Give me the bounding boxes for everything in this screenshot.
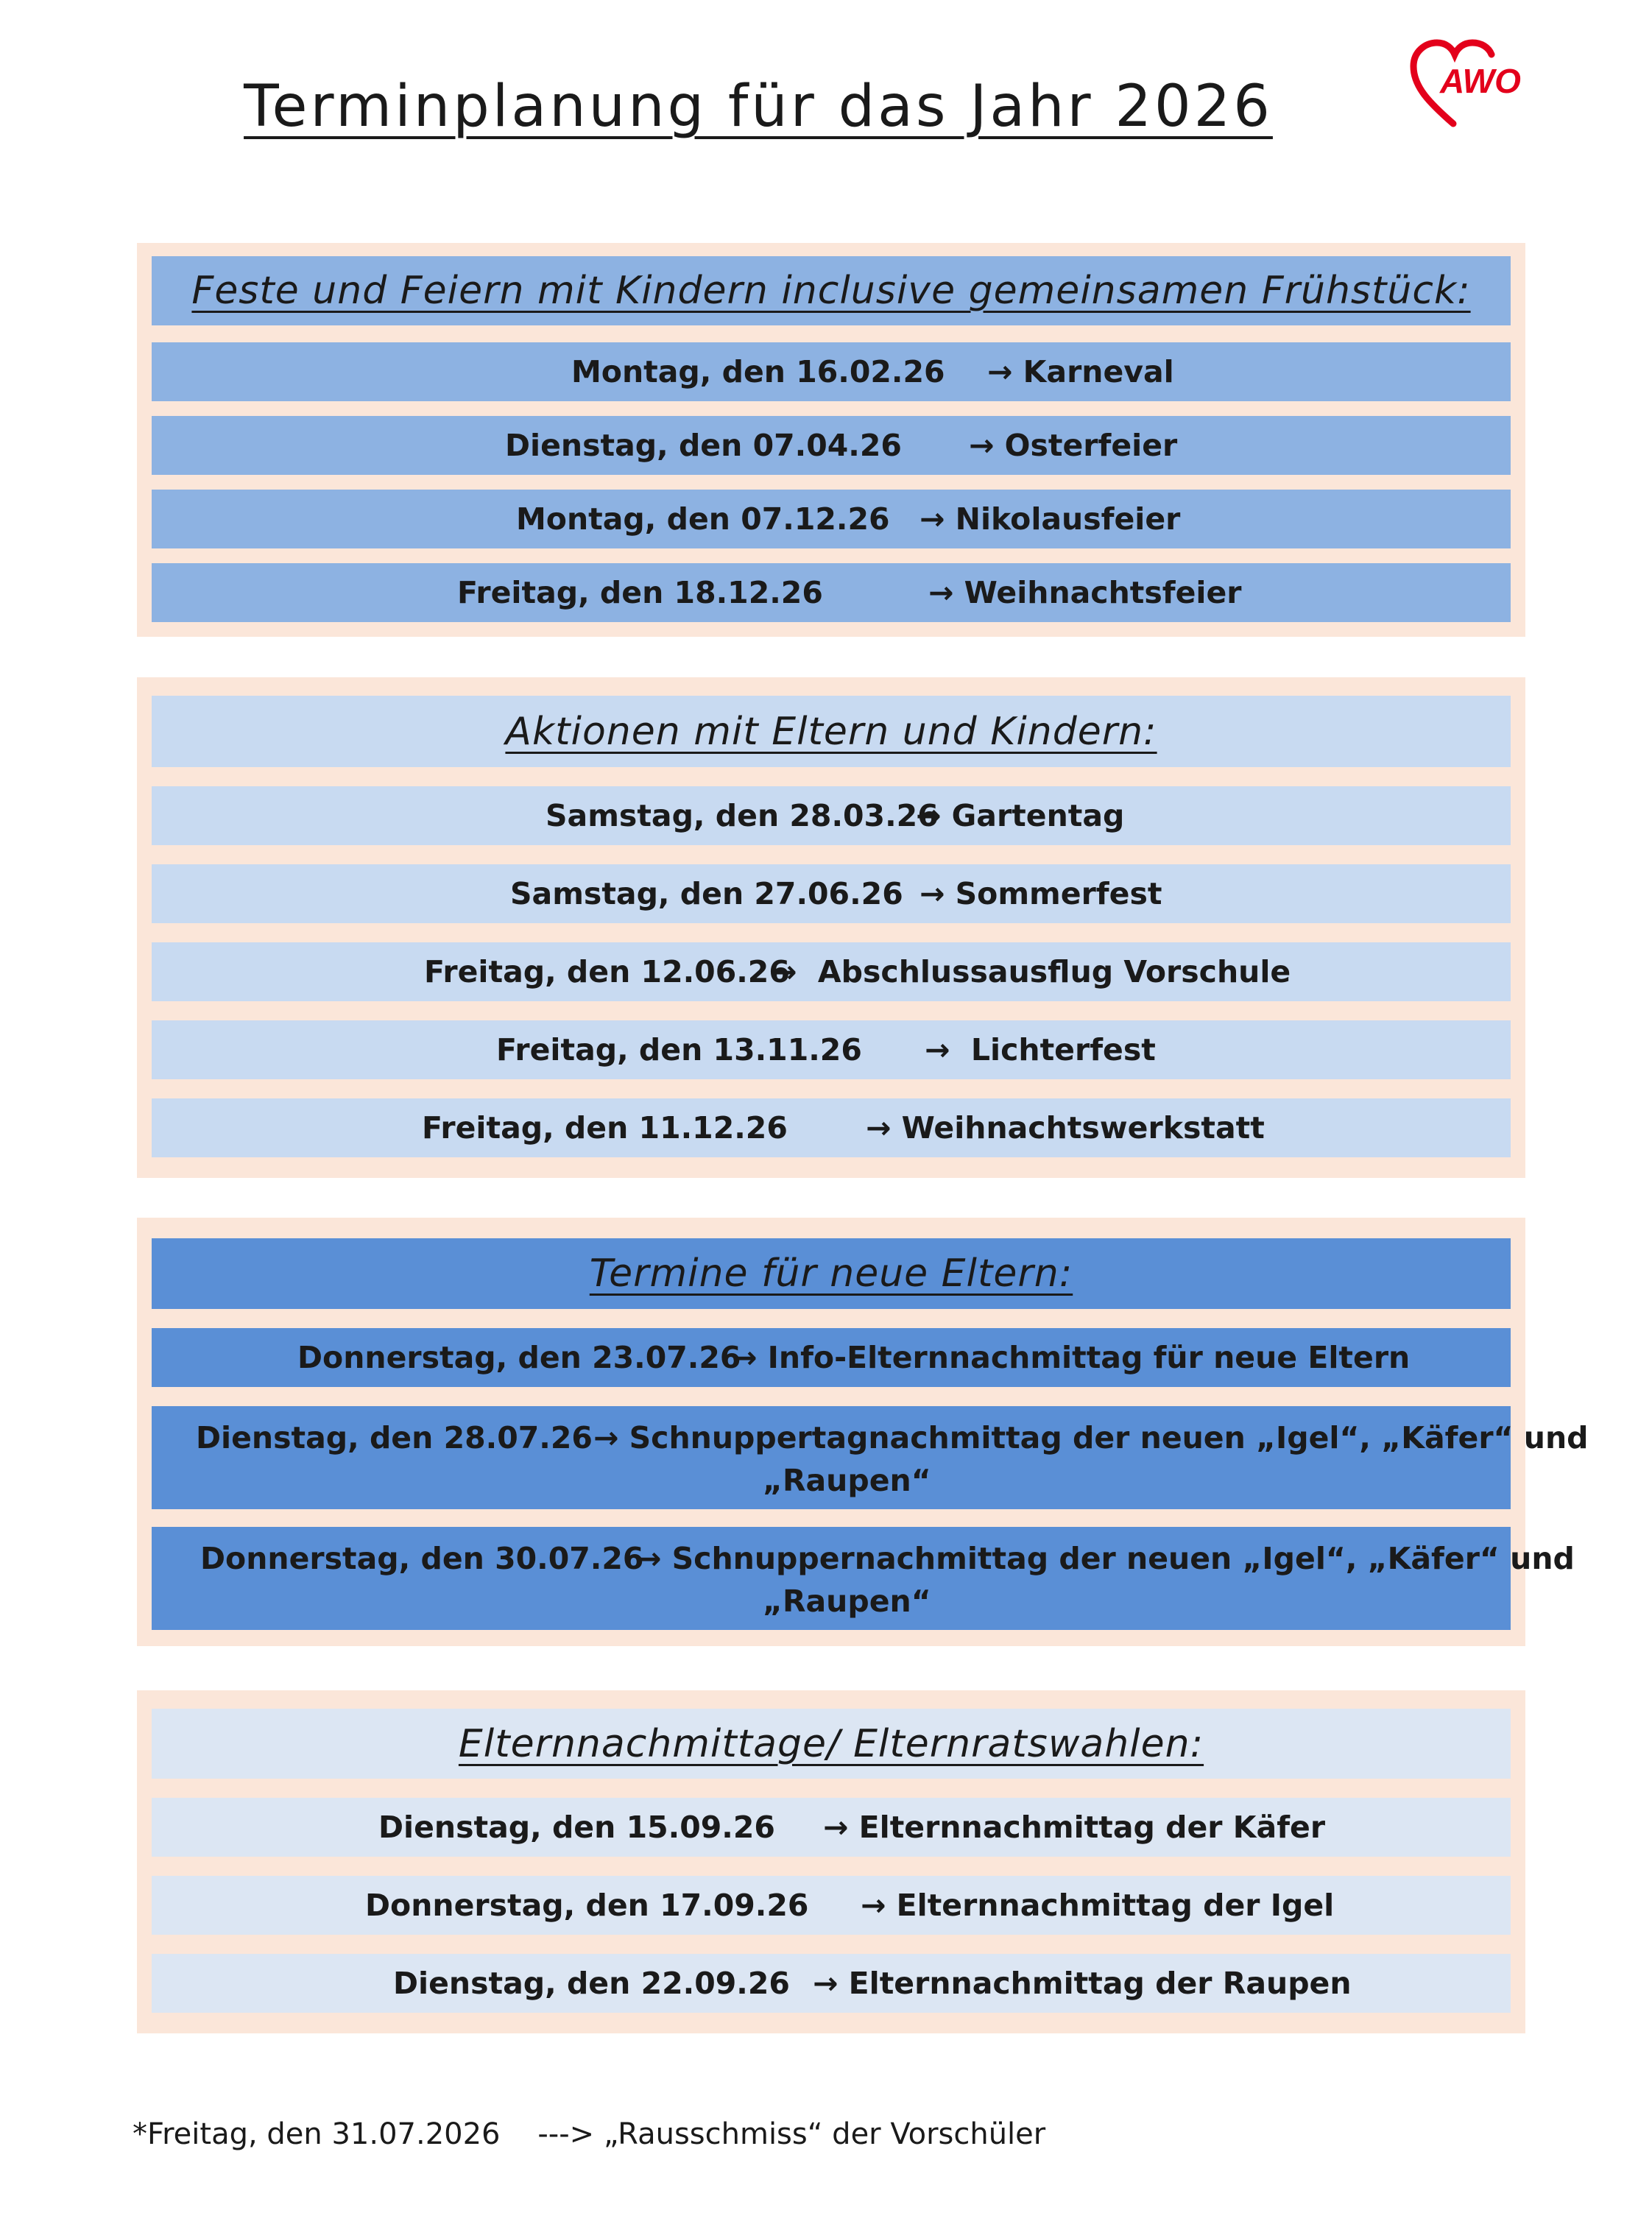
section-heading: Termine für neue Eltern: bbox=[152, 1238, 1511, 1309]
awo-heart-logo-icon bbox=[1408, 37, 1525, 133]
section-heading: Aktionen mit Eltern und Kindern: bbox=[152, 696, 1511, 767]
page-title: Terminplanung für das Jahr 2026 bbox=[244, 74, 1273, 140]
list-item: Dienstag, den 07.04.26 → Osterfeier bbox=[152, 416, 1511, 475]
footnote: *Freitag, den 31.07.2026 ---> „Rausschmiss“ der Vorschüler bbox=[133, 2117, 1046, 2151]
list-item: Donnerstag, den 17.09.26 → Elternnachmittag der Igel bbox=[152, 1876, 1511, 1935]
list-item: Freitag, den 18.12.26 → Weihnachtsfeier bbox=[152, 563, 1511, 622]
section-neue-eltern bbox=[137, 1218, 1589, 1646]
section-feste-feiern bbox=[137, 243, 1525, 637]
list-item: Freitag, den 13.11.26 → Lichterfest bbox=[152, 1020, 1511, 1079]
list-item: Donnerstag, den 23.07.26 → Info-Elternnachmittag für neue Eltern bbox=[152, 1328, 1511, 1387]
list-item: Freitag, den 12.06.26 → Abschlussausflug Vorschule bbox=[152, 942, 1511, 1001]
list-item: Freitag, den 11.12.26 → Weihnachtswerkstatt bbox=[152, 1098, 1511, 1157]
awo-logo bbox=[1408, 37, 1525, 133]
section-aktionen bbox=[137, 677, 1525, 1178]
list-item: Dienstag, den 15.09.26 → Elternnachmittag der Käfer bbox=[152, 1798, 1511, 1857]
list-item: Dienstag, den 22.09.26 → Elternnachmittag der Raupen bbox=[152, 1954, 1511, 2013]
list-item: Donnerstag, den 30.07.26 → Schnuppernachmittag der neuen „Igel“, „Käfer“ und „Raupen“ bbox=[152, 1527, 1511, 1630]
list-item: Dienstag, den 28.07.26 → Schnuppertagnachmittag der neuen „Igel“, „Käfer“ und „Raupen“ bbox=[152, 1406, 1511, 1509]
svg-text:AWO: AWO bbox=[1440, 62, 1521, 100]
list-item: Montag, den 07.12.26 → Nikolausfeier bbox=[152, 490, 1511, 548]
section-elternnachmittage bbox=[137, 1690, 1525, 2033]
section-heading: Feste und Feiern mit Kindern inclusive gemeinsamen Frühstück: bbox=[152, 256, 1511, 325]
list-item: Samstag, den 27.06.26 → Sommerfest bbox=[152, 864, 1511, 923]
list-item: Samstag, den 28.03.26 → Gartentag bbox=[152, 786, 1511, 845]
list-item: Montag, den 16.02.26 → Karneval bbox=[152, 342, 1511, 401]
section-heading: Elternnachmittage/ Elternratswahlen: bbox=[152, 1709, 1511, 1779]
